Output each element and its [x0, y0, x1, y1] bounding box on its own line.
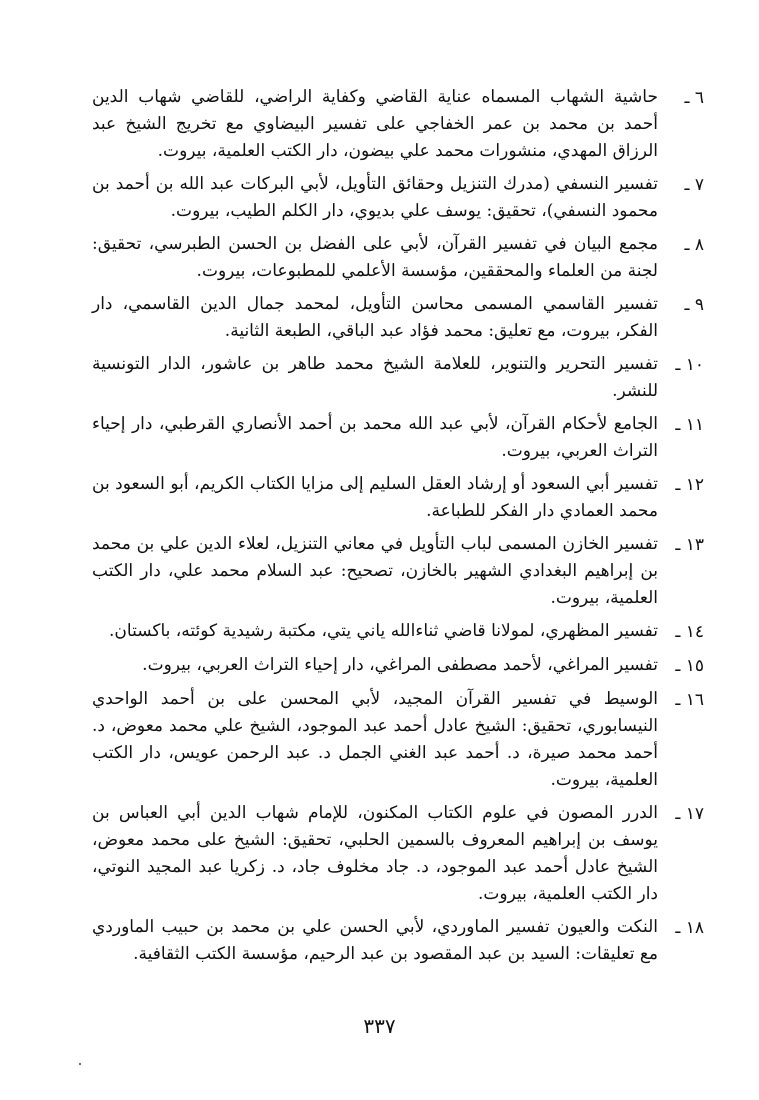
- entry-number: ١٨ ـ: [675, 918, 704, 938]
- entry-text: النكت والعيون تفسير الماوردي، لأبي الحسن علي بن محمد بن حبيب الماوردي مع تعليقات: السيد بن عبد المقصود بن عبد الرحيم، مؤسسة الكتب الثقافية.: [92, 917, 658, 964]
- entry-number: ٦ ـ: [684, 88, 704, 108]
- entry-text: الدرر المصون في علوم الكتاب المكنون، للإمام شهاب الدين أبي العباس بن يوسف بن إبراهيم المعروف بالسمين الحلبي، تحقيق: الشيخ على محمد معوض، الشيخ عادل أحمد عبد الموجود، د. جاد مخلوف جاد، د. زكريا عبد المجيد النوتي، دار الكتب العلمية، بيروت.: [92, 803, 658, 904]
- entry-number: ٩ ـ: [684, 295, 704, 315]
- entry-number: ١٣ ـ: [675, 535, 704, 555]
- bibliography-entry: [92, 231, 704, 285]
- bibliography-entry: [92, 171, 704, 225]
- bibliography-entry: [92, 652, 704, 680]
- entry-text: تفسير القاسمي المسمى محاسن التأويل، لمحمد جمال الدين القاسمي، دار الفكر، بيروت، مع تعليق: محمد فؤاد عبد الباقي، الطبعة الثانية.: [92, 294, 658, 341]
- entry-text: تفسير المراغي، لأحمد مصطفى المراغي، دار إحياء التراث العربي، بيروت.: [142, 655, 658, 675]
- entry-number: ١٦ ـ: [675, 690, 704, 710]
- bibliography-entry: [92, 686, 704, 794]
- entry-text: الجامع لأحكام القرآن، لأبي عبد الله محمد بن أحمد الأنصاري القرطبي، دار إحياء التراث العربي، بيروت.: [92, 414, 658, 461]
- entry-text: تفسير الخازن المسمى لباب التأويل في معاني التنزيل، لعلاء الدين علي بن محمد بن إبراهيم البغدادي الشهير بالخازن، تصحيح: عبد السلام محمد علي، دار الكتب العلمية، بيروت.: [92, 534, 658, 608]
- entry-number: ٧ ـ: [684, 175, 704, 195]
- entry-number: ١١ ـ: [675, 415, 704, 435]
- entry-text: تفسير النسفي (مدرك التنزيل وحقائق التأويل، لأبي البركات عبد الله بن أحمد بن محمود النسفي)، تحقيق: يوسف علي بديوي، دار الكلم الطيب، بيروت.: [92, 174, 658, 221]
- entry-text: تفسير أبي السعود أو إرشاد العقل السليم إلى مزايا الكتاب الكريم، أبو السعود بن محمد العمادي دار الفكر للطباعة.: [92, 474, 658, 521]
- page-number: ٣٣٧: [363, 1014, 396, 1038]
- entry-text: تفسير التحرير والتنوير، للعلامة الشيخ محمد طاهر بن عاشور، الدار التونسية للنشر.: [92, 354, 658, 401]
- bibliography-list: [92, 84, 704, 974]
- entry-number: ١٥ ـ: [675, 656, 704, 676]
- bibliography-entry: [92, 800, 704, 908]
- bibliography-entry: [92, 914, 704, 968]
- bibliography-entry: [92, 291, 704, 345]
- entry-text: مجمع البيان في تفسير القرآن، لأبي على الفضل بن الحسن الطبرسي، تحقيق: لجنة من العلماء والمحققين، مؤسسة الأعلمي للمطبوعات، بيروت.: [92, 234, 658, 281]
- bibliography-entry: [92, 351, 704, 405]
- entry-text: حاشية الشهاب المسماه عناية القاضي وكفاية الراضي، للقاضي شهاب الدين أحمد بن محمد بن عمر الخفاجي على تفسير البيضاوي مع تخريج الشيخ عبد الرزاق المهدي، منشورات محمد علي بيضون، دار الكتب العلمية، بيروت.: [92, 87, 658, 161]
- bibliography-entry: [92, 471, 704, 525]
- bibliography-entry: [92, 618, 704, 646]
- bibliography-entry: [92, 531, 704, 612]
- scan-speck: [79, 1063, 81, 1065]
- bibliography-entry: [92, 84, 704, 165]
- entry-number: ١٤ ـ: [675, 622, 704, 642]
- entry-text: تفسير المظهري، لمولانا قاضي ثناءالله ياني يتي، مكتبة رشيدية كوئته، باكستان.: [109, 621, 658, 641]
- entry-number: ١٠ ـ: [675, 355, 704, 375]
- entry-number: ١٧ ـ: [675, 804, 704, 824]
- entry-number: ٨ ـ: [684, 235, 704, 255]
- entry-number: ١٢ ـ: [675, 475, 704, 495]
- entry-text: الوسيط في تفسير القرآن المجيد، لأبي المحسن على بن أحمد الواحدي النيسابوري، تحقيق: الشيخ عادل أحمد عبد الموجود، الشيخ علي محمد معوض، د. أحمد محمد صيرة، د. أحمد عبد الغني الجمل د. عبد الرحمن عويس، دار الكتب العلمية، بيروت.: [92, 689, 658, 790]
- bibliography-entry: [92, 411, 704, 465]
